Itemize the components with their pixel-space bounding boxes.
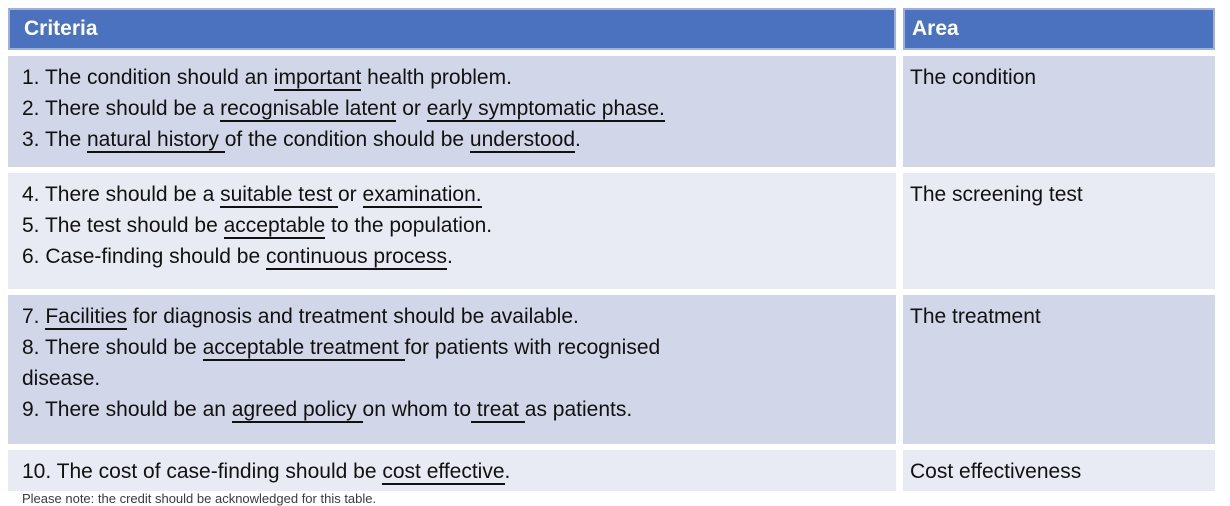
text-segment: or	[396, 97, 427, 120]
underlined-text-segment: acceptable treatment	[202, 336, 405, 359]
text-segment: .	[575, 128, 581, 151]
text-segment: 8. There should be	[22, 336, 203, 359]
area-cell: The treatment	[903, 295, 1215, 444]
criteria-line	[22, 62, 896, 93]
criteria-line	[22, 363, 896, 394]
criteria-cell	[8, 450, 896, 491]
text-segment: as patients.	[524, 398, 633, 421]
criteria-line	[22, 394, 896, 425]
criteria-line	[22, 456, 896, 487]
criteria-line	[22, 301, 896, 332]
area-cell: The screening test	[903, 173, 1215, 289]
text-segment: 2. There should be a	[22, 97, 221, 120]
underlined-text-segment: understood	[469, 128, 576, 151]
text-segment: .	[446, 245, 453, 268]
column-header-criteria: Criteria	[8, 8, 896, 50]
text-segment: 5. The test should be	[22, 214, 224, 237]
criteria-table	[8, 8, 1215, 497]
underlined-text-segment: acceptable	[223, 214, 326, 237]
underlined-text-segment: early symptomatic phase.	[426, 97, 665, 120]
underlined-text-segment: examination.	[362, 183, 482, 206]
text-segment: or	[338, 183, 363, 206]
text-segment: on whom to	[362, 398, 472, 421]
text-segment: 7.	[22, 305, 46, 328]
column-header-area: Area	[903, 8, 1215, 50]
text-segment: of the condition should be	[224, 128, 470, 151]
area-cell: The condition	[903, 56, 1215, 167]
underlined-text-segment: suitable test	[220, 183, 338, 206]
criteria-line	[22, 210, 896, 241]
underlined-text-segment: recognisable latent	[220, 97, 397, 120]
table-row	[8, 295, 1215, 444]
criteria-line	[22, 241, 896, 272]
criteria-line	[22, 179, 896, 210]
text-segment: 9. There should be an	[22, 398, 232, 421]
text-segment: for diagnosis and treatment should be available.	[127, 305, 579, 328]
area-cell: Cost effectiveness	[903, 450, 1215, 491]
criteria-line	[22, 93, 896, 124]
underlined-text-segment: agreed policy	[231, 398, 363, 421]
table-caption: Please note: the credit should be acknowledged for this table.	[22, 491, 377, 506]
text-segment: disease.	[22, 367, 101, 390]
table-header-row	[8, 8, 1215, 50]
criteria-cell	[8, 295, 896, 444]
criteria-cell	[8, 56, 896, 167]
text-segment: health problem.	[361, 66, 512, 89]
table-row	[8, 173, 1215, 289]
text-segment: 3. The	[22, 128, 87, 151]
criteria-line	[22, 124, 896, 155]
text-segment: for patients with recognised	[404, 336, 661, 359]
text-segment: 6. Case-finding should be	[22, 245, 266, 268]
text-segment: 1. The condition should an	[22, 66, 274, 89]
underlined-text-segment: continuous process	[266, 245, 447, 268]
criteria-cell	[8, 173, 896, 289]
table-row	[8, 450, 1215, 491]
underlined-text-segment: important	[273, 66, 362, 89]
text-segment: 10. The cost of case-finding should be	[22, 460, 383, 483]
underlined-text-segment: cost effective	[382, 460, 505, 483]
text-segment: .	[504, 460, 511, 483]
table-row	[8, 56, 1215, 167]
text-segment: to the population.	[325, 214, 493, 237]
text-segment: 4. There should be a	[22, 183, 221, 206]
underlined-text-segment: treat	[471, 398, 525, 421]
criteria-line	[22, 332, 896, 363]
table-body	[8, 56, 1215, 491]
underlined-text-segment: natural history	[87, 128, 225, 151]
underlined-text-segment: Facilities	[45, 305, 128, 328]
